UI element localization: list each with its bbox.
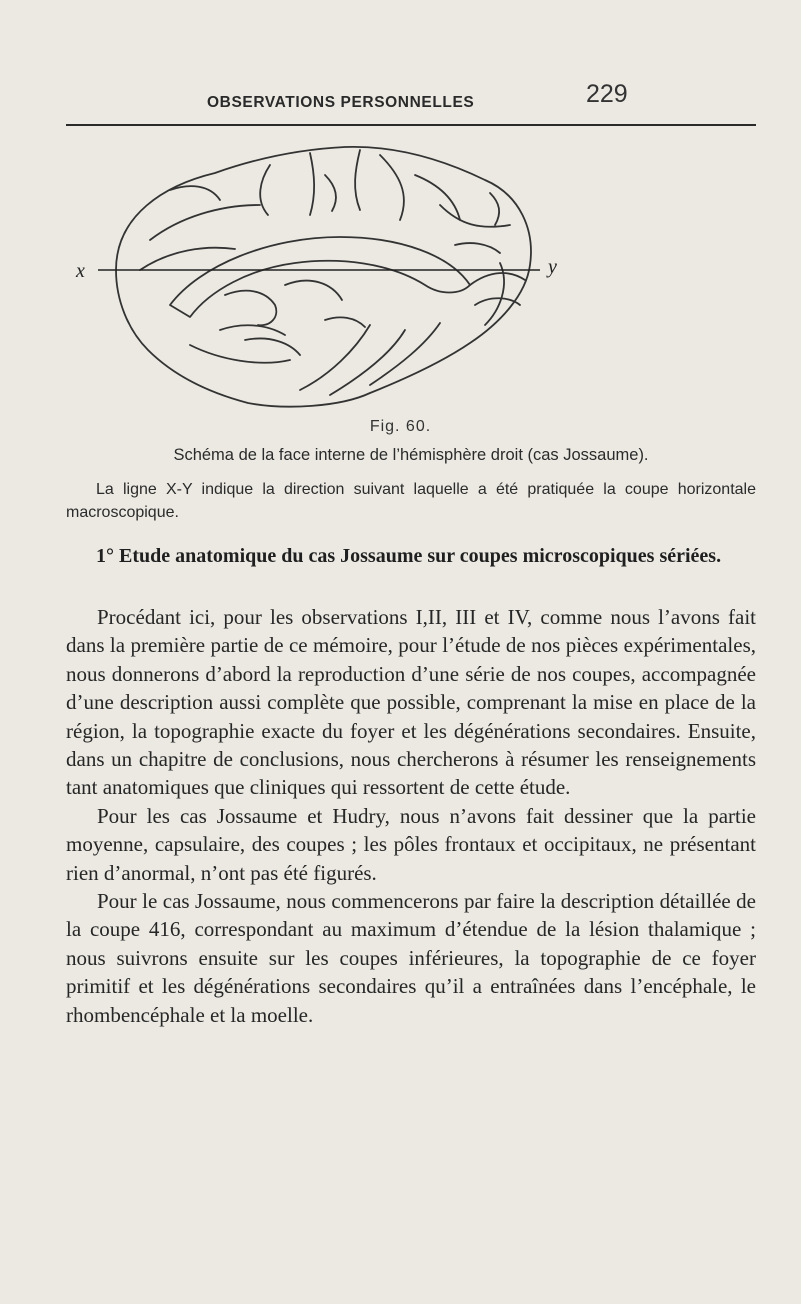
- page-number: 229: [586, 80, 628, 108]
- paragraph: Pour le cas Jossaume, nous commencerons par faire la description détaillée de la coupe 416, correspondant au maximum d’étendue de la lésion thalamique ; nous suivrons ensuite sur les coupes inférieures, la topographie de ce foyer primitif et les dégénérations secondaires qu’il a entraînées dans l’encéphale, le rhombencéphale et la moelle.: [66, 889, 756, 1027]
- hemisphere-outline: [116, 147, 531, 407]
- figure-caption-description: La ligne X-Y indique la direction suivant laquelle a été pratiquée la coupe horizontale macroscopique.: [66, 481, 756, 521]
- brain-hemisphere-schema: [70, 145, 630, 415]
- corpus-callosum: [170, 237, 470, 317]
- paragraph: Procédant ici, pour les observations I,II, III et IV, comme nous l’avons fait dans la première partie de ce mémoire, pour l’étude de nos pièces expérimentales, nous donnerons d’abord la reproduction d’une série de nos coupes, accompagnée d’une description aussi complète que possible, comprenant la mise en place de la région, la topographie exacte du foyer et les dégénérations secondaires. Ensuite, dans un chapitre de conclusions, nous chercherons à résumer les renseignements tant anatomiques que cliniques qui ressortent de cette étude.: [66, 605, 756, 800]
- figure-caption-title: Schéma de la face interne de l’hémisphère droit (cas Jossaume).: [173, 446, 649, 464]
- figure-number: Fig. 60.: [369, 418, 432, 435]
- header-rule: [66, 124, 756, 126]
- section-heading: 1° Etude anatomique du cas Jossaume sur coupes microscopiques sériées.: [96, 545, 722, 567]
- paragraph: Pour les cas Jossaume et Hudry, nous n’avons fait dessiner que la partie moyenne, capsulaire, des coupes ; les pôles frontaux et occipitaux, ne présentant rien d’anormal, n’ont pas été figurés.: [66, 803, 756, 885]
- label-y: y: [548, 256, 557, 278]
- label-x: x: [76, 260, 85, 282]
- body-text: [66, 603, 756, 1029]
- running-head: OBSERVATIONS PERSONNELLES: [207, 94, 475, 111]
